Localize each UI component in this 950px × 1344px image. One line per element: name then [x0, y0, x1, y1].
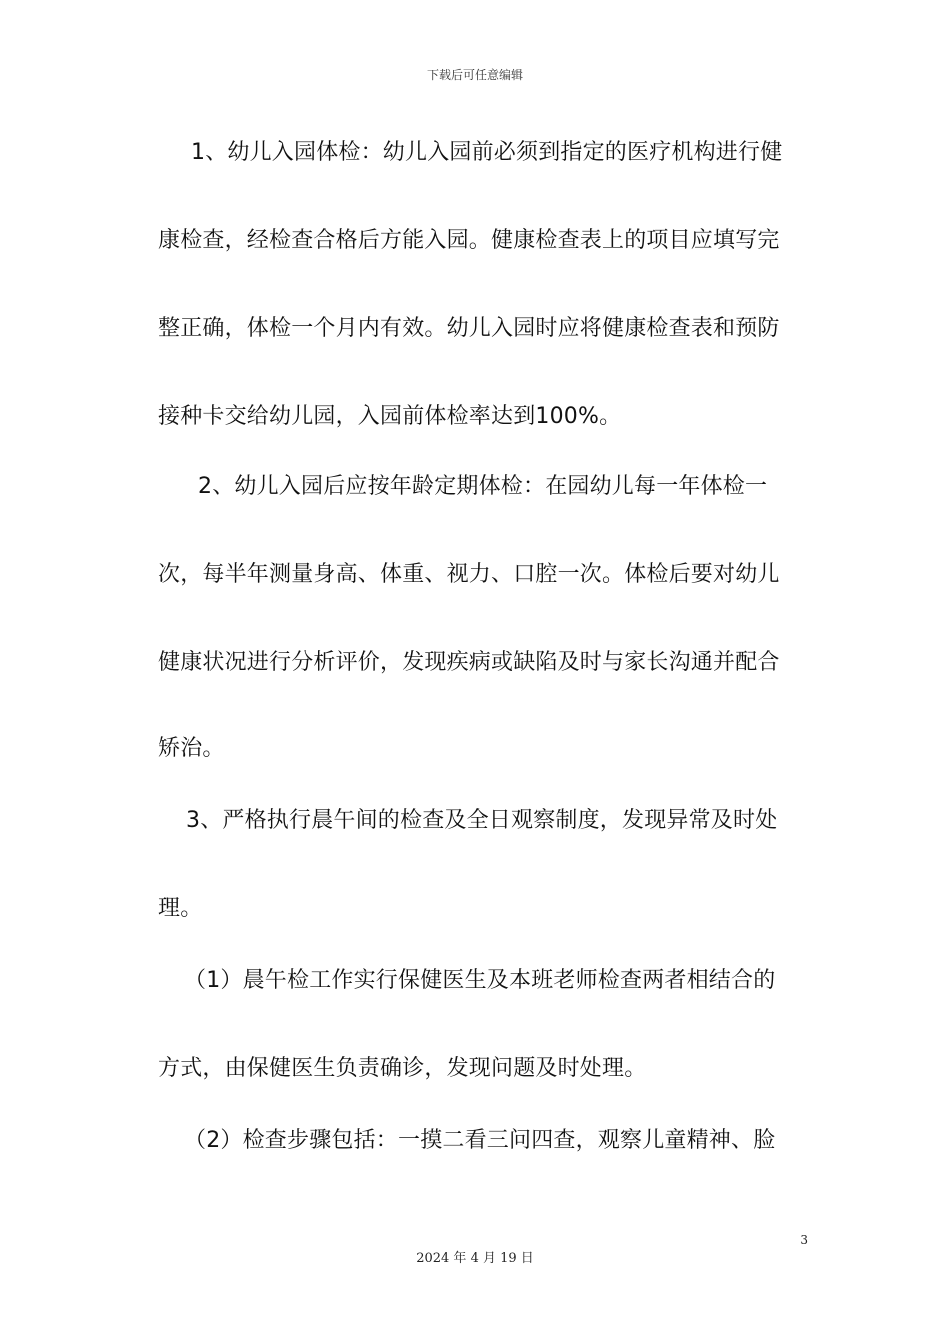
paragraph-2-line-4: 矫治。: [158, 736, 225, 761]
paragraph-3-line-2: 理。: [158, 896, 203, 921]
paragraph-5-line-1: （2）检查步骤包括：一摸二看三问四查，观察儿童精神、脸: [184, 1128, 776, 1153]
page-footer-date: 2024 年 4 月 19 日: [416, 1251, 534, 1266]
paragraph-2-line-3: 健康状况进行分析评价，发现疾病或缺陷及时与家长沟通并配合: [158, 650, 780, 675]
page-header: 下载后可任意编辑: [426, 68, 523, 82]
paragraph-4-line-1: （1）晨午检工作实行保健医生及本班老师检查两者相结合的: [184, 968, 776, 993]
paragraph-1-line-1: 1、幼儿入园体检：幼儿入园前必须到指定的医疗机构进行健: [191, 140, 783, 165]
paragraph-2-line-1: 2、幼儿入园后应按年龄定期体检：在园幼儿每一年体检一: [198, 474, 768, 499]
paragraph-4-line-2: 方式，由保健医生负责确诊，发现问题及时处理。: [158, 1056, 647, 1081]
paragraph-1-line-2: 康检查，经检查合格后方能入园。健康检查表上的项目应填写完: [158, 228, 780, 253]
paragraph-2-line-2: 次，每半年测量身高、体重、视力、口腔一次。体检后要对幼儿: [158, 562, 780, 587]
paragraph-3-line-1: 3、严格执行晨午间的检查及全日观察制度，发现异常及时处: [186, 808, 778, 833]
page-number: 3: [800, 1233, 808, 1247]
paragraph-1-line-3: 整正确，体检一个月内有效。幼儿入园时应将健康检查表和预防: [158, 316, 780, 341]
paragraph-1-line-4: 接种卡交给幼儿园，入园前体检率达到100%。: [158, 404, 622, 429]
